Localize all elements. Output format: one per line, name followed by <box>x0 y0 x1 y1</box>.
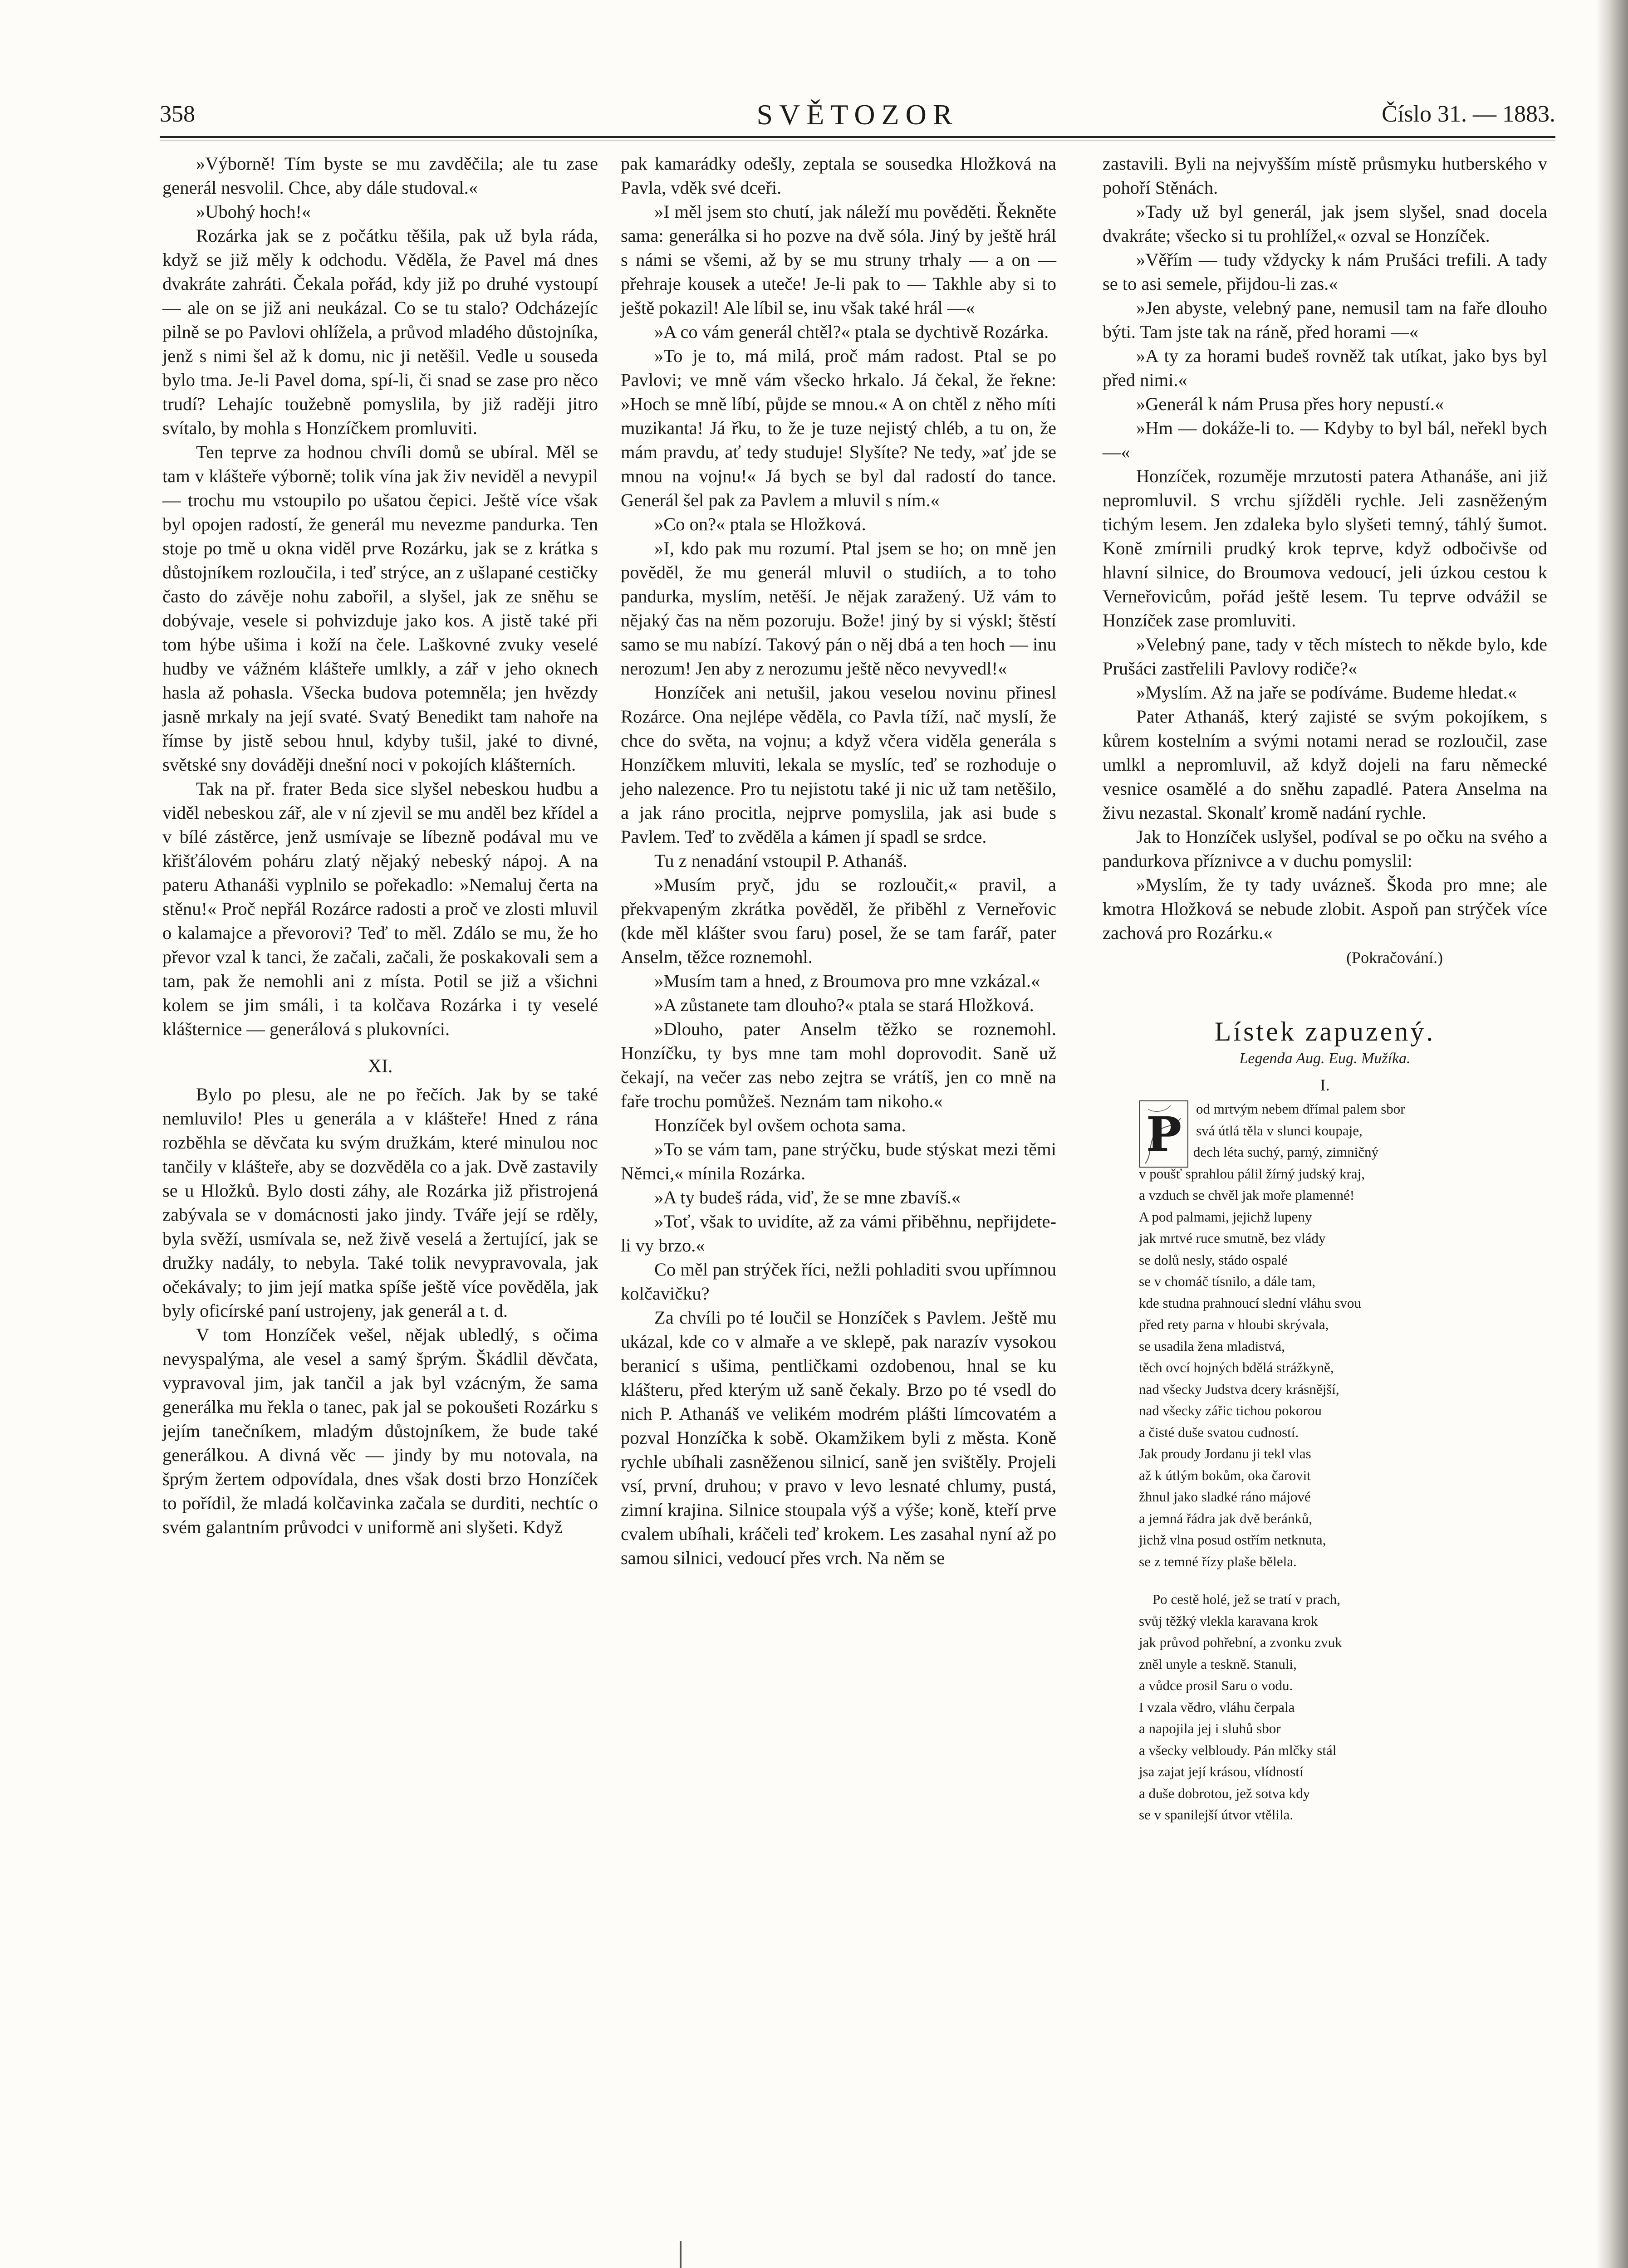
poem-line: se v chomáč tísnilo, a dále tam, <box>1139 1273 1316 1289</box>
paragraph: Rozárka jak se z počátku těšila, pak už byla ráda, když se již měly k odchodu. Věděla, že Pavel má dnes dvakráte zahráti. Čekala pořád, kdy již po druhé vystoupí — ale on se již ani neukázal. Co se tu stalo? Odcházejíc pilně se po Pavlovi ohlížela, a průvod mladého důstojníka, jenž s nimi šel až k domu, nic ji netěšil. Vedle u souseda bylo tma. Je-li Pavel doma, spí-li, či snad se zase pro něco trudí? Lehajíc toužebně pomyslila, by již raději jitro svítalo, by mohla s Honzíčkem promluviti. <box>162 225 598 438</box>
paragraph: V tom Honzíček vešel, nějak ubledlý, s očima nevyspalýma, ale vesel a samý šprým. Škádlil děvčata, vypravoval jim, jak tančil a jak byl vzácným, že sama generálka mu řekla o tanec, pak jal se pokoušeti Rozárku s jejím tanečníkem, mladým důstojníkem, že bude také generálkou. A divná věc — jindy by mu notovala, na šprým žertem odpovídala, dnes však dosti brzo Honzíček to pořídil, že mladá kolčavinka začala se durditi, nechtíc o svém galantním průvodci v uniformě ani slyšeti. Když <box>162 1325 598 1537</box>
poem-line: až k útlým bokům, oka čarovit <box>1139 1467 1311 1483</box>
paragraph: »I, kdo pak mu rozumí. Ptal jsem se ho; on mně jen pověděl, že mu generál mluvil o studiích, a to toho pandurka, myslím, netěší. Je nějak zaražený. Už vám to nějaký čas na něm pozoruju. Bože! jiný by si výskl; štěstí samo se mu nabízí. Takový pán o něj dbá a ten hoch — inu nerozum! Jen aby z nerozumu ještě něco nevyvedl!« <box>621 538 1056 679</box>
issue-label: Číslo 31. — 1883. <box>1382 101 1555 127</box>
poem-line: I vzala vědro, vláhu čerpala <box>1139 1699 1295 1715</box>
column-2 <box>621 152 1056 1570</box>
poem-line: nad všecky zářic tichou pokorou <box>1139 1403 1322 1418</box>
poem-line: v poušť sprahlou pálil žírný judský kraj, <box>1139 1165 1365 1182</box>
paragraph: »A ty budeš ráda, viď, že se mne zbavíš.« <box>654 1187 961 1207</box>
poem-line: se z temné řízy plaše bělela. <box>1139 1553 1297 1569</box>
poem-line: jichž vlna posud ostřím netknuta, <box>1139 1532 1326 1548</box>
paragraph: zastavili. Byli na nejvyšším místě průsmyku hutberského v pohoří Stěnách. <box>1103 153 1547 198</box>
poem-line: a duše dobrotou, jež sotva kdy <box>1139 1785 1310 1801</box>
paragraph: Ten teprve za hodnou chvíli domů se ubíral. Měl se tam v klášteře výborně; tolik vína jak živ neviděl a nevypil — trochu mu vstoupilo po ušatou čepici. Ještě více však byl opojen radostí, že generál mu nevezme pandurka. Ten stoje po tmě u okna viděl prve Rozárku, jak se z krátka s důstojníkem rozloučila, i teď strýce, an z ušlapané cestičky často do závěje nohu zabořil, a slyšel, jak ze sněhu se dobývaje, vesele si pohvizduje jako kos. A jistě také při tom hýbe ušima i koží na čele. Laškovné zvuky veselé hudby ve vážném klášteře umlkly, a zář v jeho oknech hasla až pohasla. Všecka budova potemněla; jen hvězdy jasně mrkaly na její svaté. Svatý Benedikt tam nahoře na římse by jistě sebou hnul, kdyby tušil, jaké to divné, světské sny dováději dnešní noci v pokojích klášterních. <box>162 442 598 775</box>
column-1 <box>162 152 598 1539</box>
poem <box>1139 1098 1547 1826</box>
poem-line: a čisté duše svatou cudností. <box>1139 1424 1299 1440</box>
paragraph: »Výborně! Tím byste se mu zavděčila; ale tu zase generál nesvolil. Chce, aby dále studoval.« <box>162 153 598 198</box>
poem-title: Lístek zapuzený. <box>1214 1017 1436 1046</box>
header-rule <box>160 136 1555 138</box>
paragraph: »Jen abyste, velebný pane, nemusil tam na faře dlouho býti. Tam jste tak na ráně, před horami —« <box>1103 298 1547 342</box>
paragraph: Za chvíli po té loučil se Honzíček s Pavlem. Ještě mu ukázal, kde co v almaře a ve sklepě, pak narazív vysokou beranicí s ušima, pentličkami ozdobenou, hnal se ku klášteru, před kterým už saně čekaly. Brzo po té vsedl do nich P. Athanáš ve velikém modrém plášti límcovatém a pozval Honzíčka k sobě. Okamžikem byli z města. Koně rychle ubíhali zasněženou silnicí, saně jen svištěly. Projeli vsí, první, druhou; v pravo v levo lesnaté chlumy, pustá, zimní krajina. Silnice stoupala výš a výše; koně, kteří prve cvalem ubíhali, kráčeli teď krokem. Les zasahal nyní až po samou silnici, vedoucí přes vrch. Na něm se <box>621 1307 1056 1568</box>
poem-line: svůj těžký vlekla karavana krok <box>1139 1613 1318 1629</box>
poem-line: Po cestě holé, jež se tratí v prach, <box>1152 1591 1341 1607</box>
paragraph: »Tady už byl generál, jak jsem slyšel, snad docela dvakráte; všecko si tu prohlížel,« ozval se Honzíček. <box>1103 201 1547 246</box>
poem-line: se dolů nesly, stádo ospalé <box>1139 1251 1288 1268</box>
column-3 <box>1103 152 1547 1826</box>
paragraph: »A co vám generál chtěl?« ptala se dychtivě Rozárka. <box>654 322 1049 342</box>
poem-line: A pod palmami, jejichž lupeny <box>1139 1208 1312 1225</box>
poem-subtitle: Legenda Aug. Eug. Mužíka. <box>1239 1050 1411 1067</box>
poem-stanza <box>1139 1589 1547 1826</box>
poem-line: jak mrtvé ruce smutně, bez vlády <box>1139 1230 1326 1246</box>
poem-line: nad všecky Judstva dcery krásnější, <box>1139 1381 1339 1397</box>
poem-line: a všecky velbloudy. Pán mlčky stál <box>1139 1742 1337 1758</box>
poem-part-number: I. <box>1320 1076 1330 1094</box>
dropcap-letter: P <box>1146 1106 1182 1162</box>
gutter-mark <box>680 2241 682 2268</box>
poem-line: kde studna prahnoucí slední vláhu svou <box>1139 1295 1361 1311</box>
paragraph: »I měl jsem sto chutí, jak náleží mu pověděti. Řekněte sama: generálka si ho pozve na dvě sóla. Jiný by ještě hrál s námi se všemi, až by se mu struny trhaly — a on — přehraje kousek a uteče! Je-li pak to — Takhle aby si to ještě pokazil! Ale líbil se, inu však také hrál —« <box>621 201 1056 318</box>
poem-line: se v spanilejší útvor vtělila. <box>1139 1807 1294 1823</box>
paragraph: Honzíček ani netušil, jakou veselou novinu přinesl Rozárce. Ona nejlépe věděla, co Pavla tíží, nač myslí, že chce do světa, na vojnu; a když včera viděla generála s Honzíčkem mluviti, lekala se myslíc, teď se rozhoduje o jeho nalezence. Pro tu nejistotu také ji nic už tam netěšilo, a jak ráno procitla, nejprve pomyslila, jak asi bude s Pavlem. Teď to zvěděla a kámen jí spadl se srdce. <box>621 682 1056 847</box>
decorative-initial-icon <box>1139 1100 1189 1168</box>
paragraph: »Věřím — tudy vždycky k nám Prušáci trefili. A tady se to asi semele, přijdou-li zas.« <box>1103 249 1547 294</box>
paragraph: »Musím pryč, jdu se rozloučit,« pravil, a překvapeným zkrátka pověděl, že přiběhl z Verneřovic (kde měl klášter svou faru) posel, že se tam farář, pater Anselm, těžce roznemohl. <box>621 875 1056 967</box>
paragraph: Honzíček byl ovšem ochota sama. <box>654 1115 906 1135</box>
poem-line: dech léta suchý, parný, zimničný <box>1193 1144 1379 1160</box>
poem-line: a napojila jej i sluhů sbor <box>1139 1721 1281 1736</box>
continuation-note: (Pokračování.) <box>1346 948 1443 967</box>
poem-line: těch ovcí hojných bdělá strážkyně, <box>1139 1359 1334 1375</box>
poem-line: od mrtvým nebem dřímal palem sbor <box>1196 1101 1405 1117</box>
paragraph: »To je to, má milá, proč mám radost. Ptal se po Pavlovi; ve mně vám všecko hrkalo. Já čekal, že řekne: »Hoch se mně líbí, půjde se mnou.« A on chtěl z něho míti muzikanta! Já řku, to že je tuze nejistý chléb, a tu on, že mám pravdu, ať tedy studuje! Slyšíte? Ne tedy, »ať jde se mnou na vojnu!« Já bych se byl dal radostí do tance. Generál šel pak za Pavlem a mluvil s ním.« <box>621 346 1056 510</box>
section-number: XI. <box>368 1056 393 1077</box>
paragraph: »Myslím, že ty tady uvázneš. Škoda pro mne; ale kmotra Hložková se nebude zlobit. Aspoň pan strýček více zachová pro Rozárku.« <box>1103 875 1547 943</box>
paragraph: »Velebný pane, tady v těch místech to někde bylo, kde Prušáci zastřelili Pavlovy rodiče?« <box>1103 634 1547 679</box>
poem-line: před rety parna v hloubi skrývala, <box>1139 1316 1329 1332</box>
poem-line: svá útlá těla v slunci koupaje, <box>1196 1122 1363 1139</box>
paragraph: Co měl pan strýček říci, nežli pohladiti svou upřímnou kolčavičku? <box>621 1259 1056 1304</box>
paragraph: »A ty za horami budeš rovněž tak utíkat, jako bys byl před nimi.« <box>1103 346 1547 390</box>
poem-line: a vzduch se chvěl jak moře plamenné! <box>1139 1187 1355 1203</box>
journal-title: SVĚTOZOR <box>756 98 959 131</box>
paragraph: Bylo po plesu, ale ne po řečích. Jak by se také nemluvilo! Ples u generála a v klášteře! Hned z rána rozběhla se děvčata ku svým družkám, které minulou noc tančily v klášteře, aby se dozvěděla co a jak. Dvě zastavily se u Hložků. Bylo dosti záhy, ale Rozárka již přistrojená zabývala se v domácnosti jako jindy. Tváře její se rděly, byla svěží, usmívala se, než živě veselá a žertující, jak se družky nadály, to nebyla. Také tolik nevypravovala, jak očekávaly; to jim její matka spíše ještě více pověděla, jak byly oficírské paní ustrojeny, jak generál a t. d. <box>162 1084 598 1321</box>
paragraph: »Toť, však to uvidíte, až za vámi přiběhnu, nepřijdete-li vy brzo.« <box>621 1211 1056 1256</box>
poem-line: a vůdce prosil Saru o vodu. <box>1139 1677 1293 1693</box>
paragraph: Honzíček, rozuměje mrzutosti patera Athanáše, ani již nepromluvil. S vrchu sjížděli rychle. Jeli zasněženým tichým lesem. Jen zdaleka bylo slyšeti temný, táhlý šumot. Koně zmírnili prudký krok teprve, když odbočivše od hlavní silnice, do Broumova vedoucí, jeli úzkou cestou k Verneřovicům, pořád ještě lesem. Tu teprve odvážil se Honzíček zase promluviti. <box>1103 466 1547 631</box>
paragraph: »Ubohý hoch!« <box>196 201 311 222</box>
poem-line: zněl unyle a teskně. Stanuli, <box>1139 1656 1297 1672</box>
poem-line: se usadila žena mladistvá, <box>1139 1338 1285 1354</box>
paragraph: »Musím tam a hned, z Broumova pro mne vzkázal.« <box>654 971 1040 991</box>
poem-line: žhnul jako sladké ráno májové <box>1139 1489 1311 1505</box>
paragraph: »Hm — dokáže-li to. — Kdyby to byl bál, neřekl bych —« <box>1103 418 1547 462</box>
paragraph: »Co on?« ptala se Hložková. <box>654 514 866 534</box>
poem-line: jak průvod pohřební, a zvonku zvuk <box>1139 1634 1342 1650</box>
poem-line: jsa zajat její krásou, vlídností <box>1139 1764 1304 1779</box>
paragraph: »To se vám tam, pane strýčku, bude stýskat mezi těmi Němci,« mínila Rozárka. <box>621 1139 1056 1183</box>
poem-line: a jemná řádra jak dvě beránků, <box>1139 1510 1313 1526</box>
paragraph: Tak na př. frater Beda sice slyšel nebeskou hudbu a viděl nebeskou zář, ale v ní zjevil se mu anděl bez křídel a v bílé zástěrce, jenž usmívaje se líbezně podával mu ve křišťálovém poháru zlatý nějaký nebeský nápoj. A na pateru Athanáši vyplnilo se pořekadlo: »Nemaluj čerta na stěnu!« Proč nepřál Rozárce radosti a proč ve zlosti mluvil o kalamajce a převorovi? Teď to měl. Zdálo se mu, že ho převor vzal k tanci, že začali, začali, že poskakovali sem a tam, pak že nemohli ani z místa. Potil se již a všichni kolem se jim smáli, i ta kolčava Rozárka i ty veselé klášternice — generálová s plukovníci. <box>162 778 598 1039</box>
paragraph: pak kamarádky odešly, zeptala se sousedka Hložková na Pavla, vděk své dceři. <box>621 153 1056 198</box>
paragraph: »A zůstanete tam dlouho?« ptala se stará Hložková. <box>654 995 1034 1015</box>
paragraph: »Myslím. Až na jaře se podíváme. Budeme hledat.« <box>1136 682 1517 703</box>
running-header <box>160 98 1555 132</box>
paragraph: »Generál k nám Prusa přes hory nepustí.« <box>1136 394 1444 414</box>
page-edge-shadow <box>1596 0 1628 2268</box>
paragraph: »Dlouho, pater Anselm těžko se roznemohl. Honzíčku, ty bys mne tam mohl doprovodit. Saně už čekají, na večer zas nebo zejtra se vrátíš, jen co mně na faře trochu pomůžeš. Neznám tam nikoho.« <box>621 1019 1056 1111</box>
poem-line: Jak proudy Jordanu ji tekl vlas <box>1139 1446 1311 1461</box>
poem-stanza <box>1139 1098 1547 1572</box>
paragraph: Tu z nenadání vstoupil P. Athanáš. <box>654 850 907 871</box>
paragraph: Jak to Honzíček uslyšel, podíval se po očku na svého a pandurkova příznivce a v duchu pomyslil: <box>1103 826 1547 871</box>
paragraph: Pater Athanáš, který zajisté se svým pokojíkem, s kůrem kostelním a svými notami nerad se rozloučil, zase umlkl a nepromluvil, až když dojeli na faru německé vesnice osamělé a do sněhu zapadlé. Patera Anselma na živu nezastal. Skonalť kromě nadání rychle. <box>1103 706 1547 823</box>
page-number: 358 <box>160 101 195 127</box>
